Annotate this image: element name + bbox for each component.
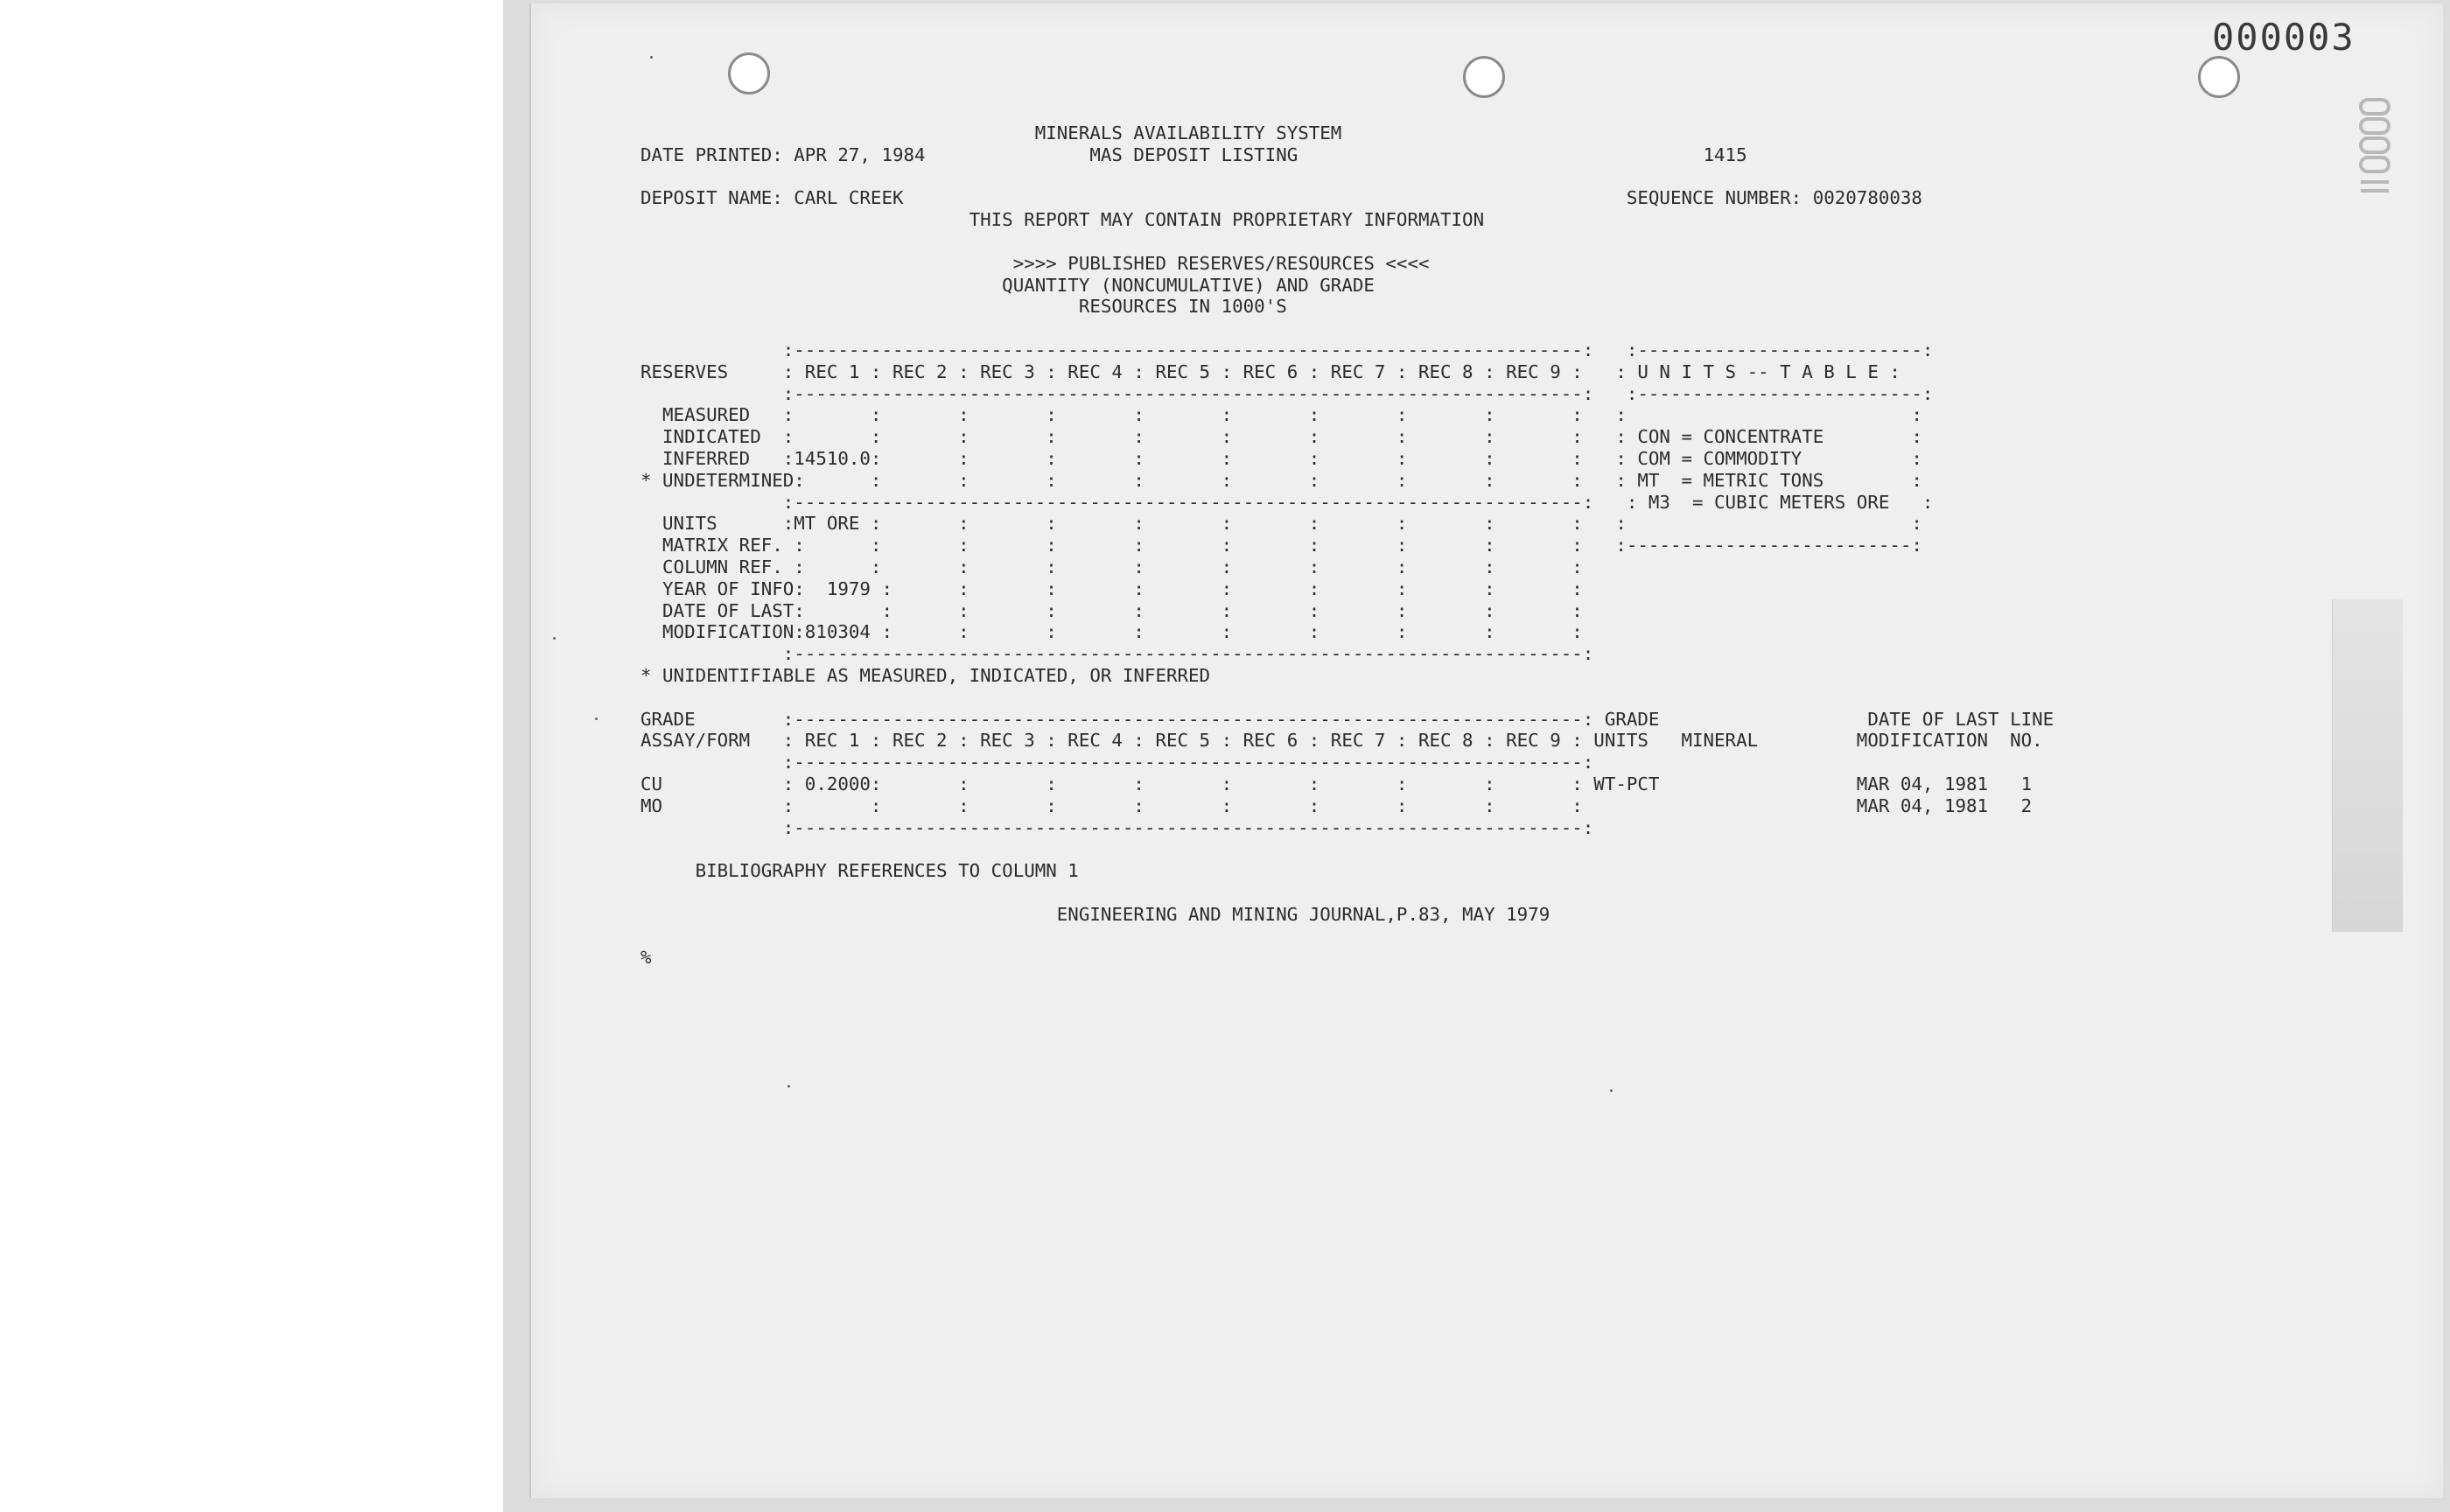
punch-hole-center xyxy=(1463,56,1505,98)
scanner-edge-mark xyxy=(2332,599,2403,932)
report-line: ASSAY/FORM : REC 1 : REC 2 : REC 3 : REC 4 : REC 5 : REC 6 : REC 7 : REC 8 : REC 9 : UNITS MINERAL MODIFICATION NO. xyxy=(640,730,2043,752)
report-line: :------------------------------------------------------------------------: xyxy=(640,816,1594,838)
report-line: DATE PRINTED: APR 27, 1984 MAS DEPOSIT LISTING 1415 xyxy=(640,144,1747,165)
punch-hole-left xyxy=(728,52,770,94)
report-line: MO : : : : : : : : : : MAR 04, 1981 2 xyxy=(640,794,2033,816)
report-line xyxy=(640,166,2054,188)
report-line: BIBLIOGRAPHY REFERENCES TO COLUMN 1 xyxy=(640,860,1079,882)
report-line xyxy=(640,925,2054,947)
report-line: % xyxy=(640,947,652,969)
report-line: :------------------------------------------------------------------------: : M3 = CUBIC METERS ORE : xyxy=(640,491,1934,513)
report-line: * UNDETERMINED: : : : : : : : : : : MT = METRIC TONS : xyxy=(640,469,1922,491)
speck xyxy=(1610,1089,1613,1092)
report-line xyxy=(640,838,2054,860)
report-line: DEPOSIT NAME: CARL CREEK SEQUENCE NUMBER: 0020780038 xyxy=(640,187,1922,209)
report-line: MATRIX REF. : : : : : : : : : : :--------------------------: xyxy=(640,535,1922,556)
speck xyxy=(788,1085,790,1088)
report-line: :------------------------------------------------------------------------: xyxy=(640,643,1594,665)
report-line: THIS REPORT MAY CONTAIN PROPRIETARY INFORMATION xyxy=(640,209,1485,231)
report-line: GRADE :------------------------------------------------------------------------: GRADE DATE OF LAST LINE xyxy=(640,708,2054,730)
report-line: ENGINEERING AND MINING JOURNAL,P.83, MAY 1979 xyxy=(640,903,1550,925)
report-line: * UNIDENTIFIABLE AS MEASURED, INDICATED, OR INFERRED xyxy=(640,664,1211,686)
report-line: YEAR OF INFO: 1979 : : : : : : : : : xyxy=(640,578,1583,599)
rotated-stamp-mark xyxy=(2352,96,2404,201)
report-line: QUANTITY (NONCUMULATIVE) AND GRADE xyxy=(640,274,1375,296)
report-line: >>>> PUBLISHED RESERVES/RESOURCES <<<< xyxy=(640,252,1430,274)
report-line: UNITS :MT ORE : : : : : : : : : : : xyxy=(640,513,1922,535)
speck xyxy=(595,718,598,720)
report-line: INFERRED :14510.0: : : : : : : : : : COM = COMMODITY : xyxy=(640,447,1922,469)
report-line: COLUMN REF. : : : : : : : : : : xyxy=(640,556,1583,578)
report-line xyxy=(640,882,2054,904)
mas-deposit-listing xyxy=(640,122,2054,969)
report-line: MINERALS AVAILABILITY SYSTEM xyxy=(640,122,1342,144)
report-line: RESERVES : REC 1 : REC 2 : REC 3 : REC 4 : REC 5 : REC 6 : REC 7 : REC 8 : REC 9 : : U N I T S -- T A B L E : xyxy=(640,360,1900,382)
document-number-stamp: 000003 xyxy=(2212,16,2356,59)
report-line: MODIFICATION:810304 : : : : : : : : : xyxy=(640,621,1583,643)
report-line: RESOURCES IN 1000'S xyxy=(640,296,1287,318)
report-line: :------------------------------------------------------------------------: xyxy=(640,752,1594,774)
report-line: :------------------------------------------------------------------------: :--------------------------: xyxy=(640,382,1934,404)
report-line: DATE OF LAST: : : : : : : : : : xyxy=(640,599,1583,621)
report-line xyxy=(640,318,2054,340)
report-line: INDICATED : : : : : : : : : : : CON = CONCENTRATE : xyxy=(640,426,1922,448)
report-line: CU : 0.2000: : : : : : : : : WT-PCT MAR 04, 1981 1 xyxy=(640,773,2033,794)
speck xyxy=(650,56,653,59)
punch-hole-right xyxy=(2198,56,2240,98)
speck xyxy=(553,637,556,640)
report-line: :------------------------------------------------------------------------: :--------------------------: xyxy=(640,339,1934,360)
report-line xyxy=(640,687,2054,709)
report-line: MEASURED : : : : : : : : : : : : xyxy=(640,404,1922,426)
report-line xyxy=(640,231,2054,253)
